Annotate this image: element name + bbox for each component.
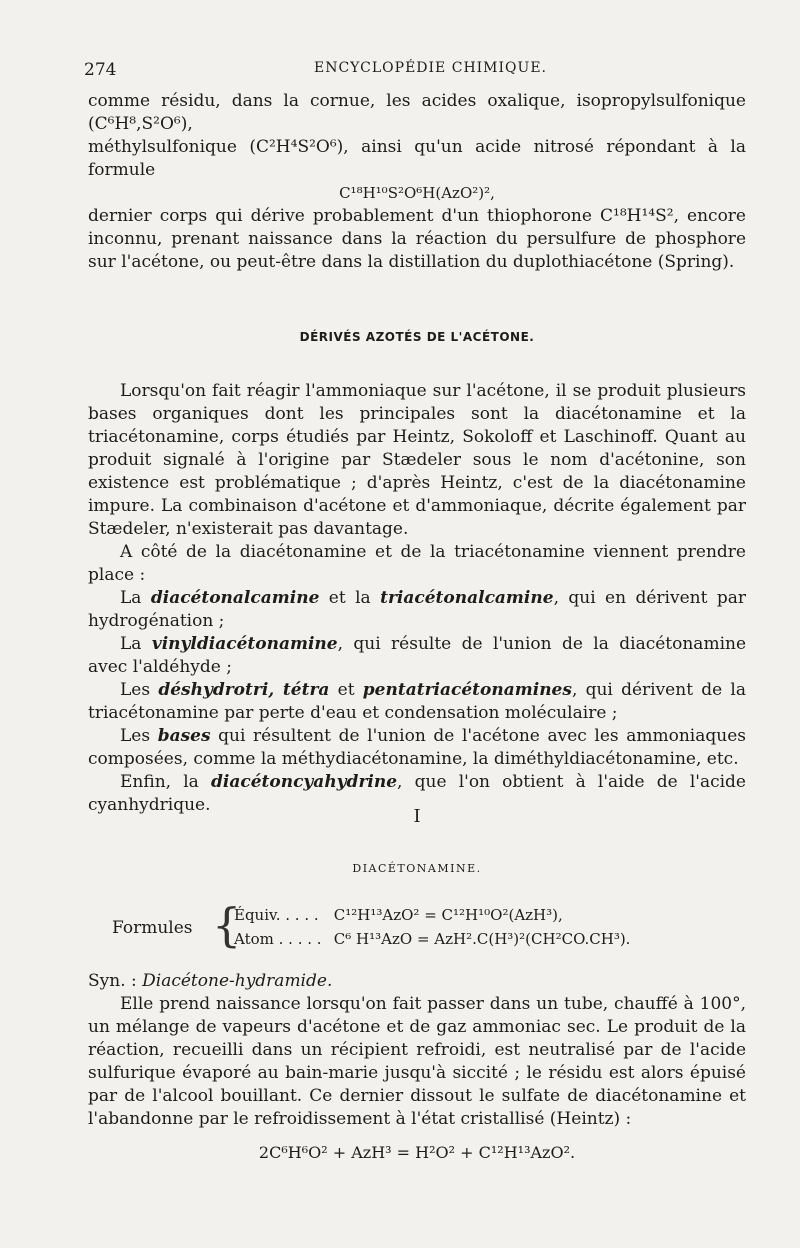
intro-line-2: méthylsulfonique (C²H⁴S²O⁶), ainsi qu'un acide nitrosé répondant à la formule xyxy=(88,137,746,180)
synonym-prefix: Syn. : xyxy=(88,971,143,991)
section-paragraph-1: Lorsqu'on fait réagir l'ammoniaque sur l'acétone, il se produit plusieurs bases organiques dont les principales sont la diacétonamine et la triacétonamine, corps étudiés par Heintz, Sokoloff et Laschinoff. Quant au produit signalé à l'origine par Stædeler sous le nom d'acétonine, son existence est problématique ; d'après Heintz, c'est de la diacétonamine impure. La combinaison d'acétone et d'ammoniaque, décrite également par Stædeler, n'existerait pas davantage. xyxy=(88,381,746,539)
list-item-vinyl: La vinyldiacétonamine, qui résulte de l'union de la diacétonamine avec l'aldéhyde ; xyxy=(88,634,747,677)
term-diacetoncyahydrine: diacétoncyahydrine xyxy=(211,772,398,792)
prep-section xyxy=(88,970,746,1164)
formula-kind-equiv: Équiv. . . . . xyxy=(234,906,319,924)
list-item-dehydro: Les déshydrotri, tétra et pentatriacétonamines, qui dérivent de la triacétonamine par perte d'eau et condensation moléculaire ; xyxy=(88,680,746,723)
term-pentatriacetonamines: pentatriacétonamines xyxy=(362,680,572,700)
chapter-title: DIACÉTONAMINE. xyxy=(352,862,482,875)
page-header xyxy=(84,52,740,82)
prep-paragraph: Elle prend naissance lorsqu'on fait passer dans un tube, chauffé à 100°, un mélange de vapeurs d'acétone et de gaz ammoniac sec. Le produit de la réaction, recueilli dans un récipient refroidi, est neutralisé par de l'acide sulfurique évaporé au bain-marie jusqu'à siccité ; le résidu est alors épuisé par de l'alcool bouillant. Ce dernier dissout le sulfate de diacétonamine et l'abandonne par le refroidissement à l'état cristallisé (Heintz) : xyxy=(88,994,746,1129)
list-item-cyanhydrine: Enfin, la diacétoncyahydrine, que l'on obtient à l'aide de l'acide cyanhydrique. xyxy=(88,772,746,815)
term-vinyldiacetonamine: vinyldiacétonamine xyxy=(151,634,338,654)
term-bases: bases xyxy=(157,726,211,746)
intro-block xyxy=(88,90,746,274)
prep-equation: 2C⁶H⁶O² + AzH³ = H²O² + C¹²H¹³AzO². xyxy=(258,1143,576,1162)
synonym-line xyxy=(88,970,746,993)
section-paragraph-2: A côté de la diacétonamine et de la triacétonamine viennent prendre place : xyxy=(88,542,746,585)
list-item-bases: Les bases qui résultent de l'union de l'acétone avec les ammoniaques composées, comme la méthydiacétonamine, la diméthyldiacétonamine, etc. xyxy=(88,726,746,769)
section-body xyxy=(88,380,746,817)
term-triacetonalcamine: triacétonalcamine xyxy=(380,588,554,608)
brace-glyph: { xyxy=(212,898,242,952)
page-number: 274 xyxy=(84,60,117,80)
list-item-hydrogenation: La diacétonalcamine et la triacétonalcamine, qui en dérivent par hydrogénation ; xyxy=(88,588,746,631)
term-deshydro-tetra: déshydrotri, tétra xyxy=(158,680,330,700)
section-heading: DÉRIVÉS AZOTÉS DE L'ACÉTONE. xyxy=(299,330,535,344)
formula-equiv: C¹²H¹³AzO² = C¹²H¹⁰O²(AzH³), xyxy=(333,906,563,924)
formula-row-atom xyxy=(234,930,630,948)
formulae-label: Formules xyxy=(112,918,193,938)
formula-row-equiv xyxy=(234,906,563,924)
intro-formula: C¹⁸H¹⁰S²O⁶H(AzO²)², xyxy=(339,184,495,202)
synonym-value: Diacétone-hydramide. xyxy=(142,971,333,991)
intro-continuation: dernier corps qui dérive probablement d'un thiophorone C¹⁸H¹⁴S², encore inconnu, prenant naissance dans la réaction du persulfure de phosphore sur l'acétone, ou peut-être dans la distillation du duplothiacétone (Spring). xyxy=(88,206,746,272)
formula-atom: C⁶ H¹³AzO = AzH².C(H³)²(CH²CO.CH³). xyxy=(333,930,631,948)
running-title: ENCYCLOPÉDIE CHIMIQUE. xyxy=(314,60,547,76)
intro-line-1: comme résidu, dans la cornue, les acides oxalique, isopropylsulfonique (C⁶H⁸,S²O⁶), xyxy=(88,91,746,134)
chapter-number: I xyxy=(413,806,421,827)
formula-kind-atom: Atom . . . . . xyxy=(234,930,322,948)
term-diacetonalcamine: diacétonalcamine xyxy=(150,588,320,608)
formulae-block xyxy=(112,898,732,962)
